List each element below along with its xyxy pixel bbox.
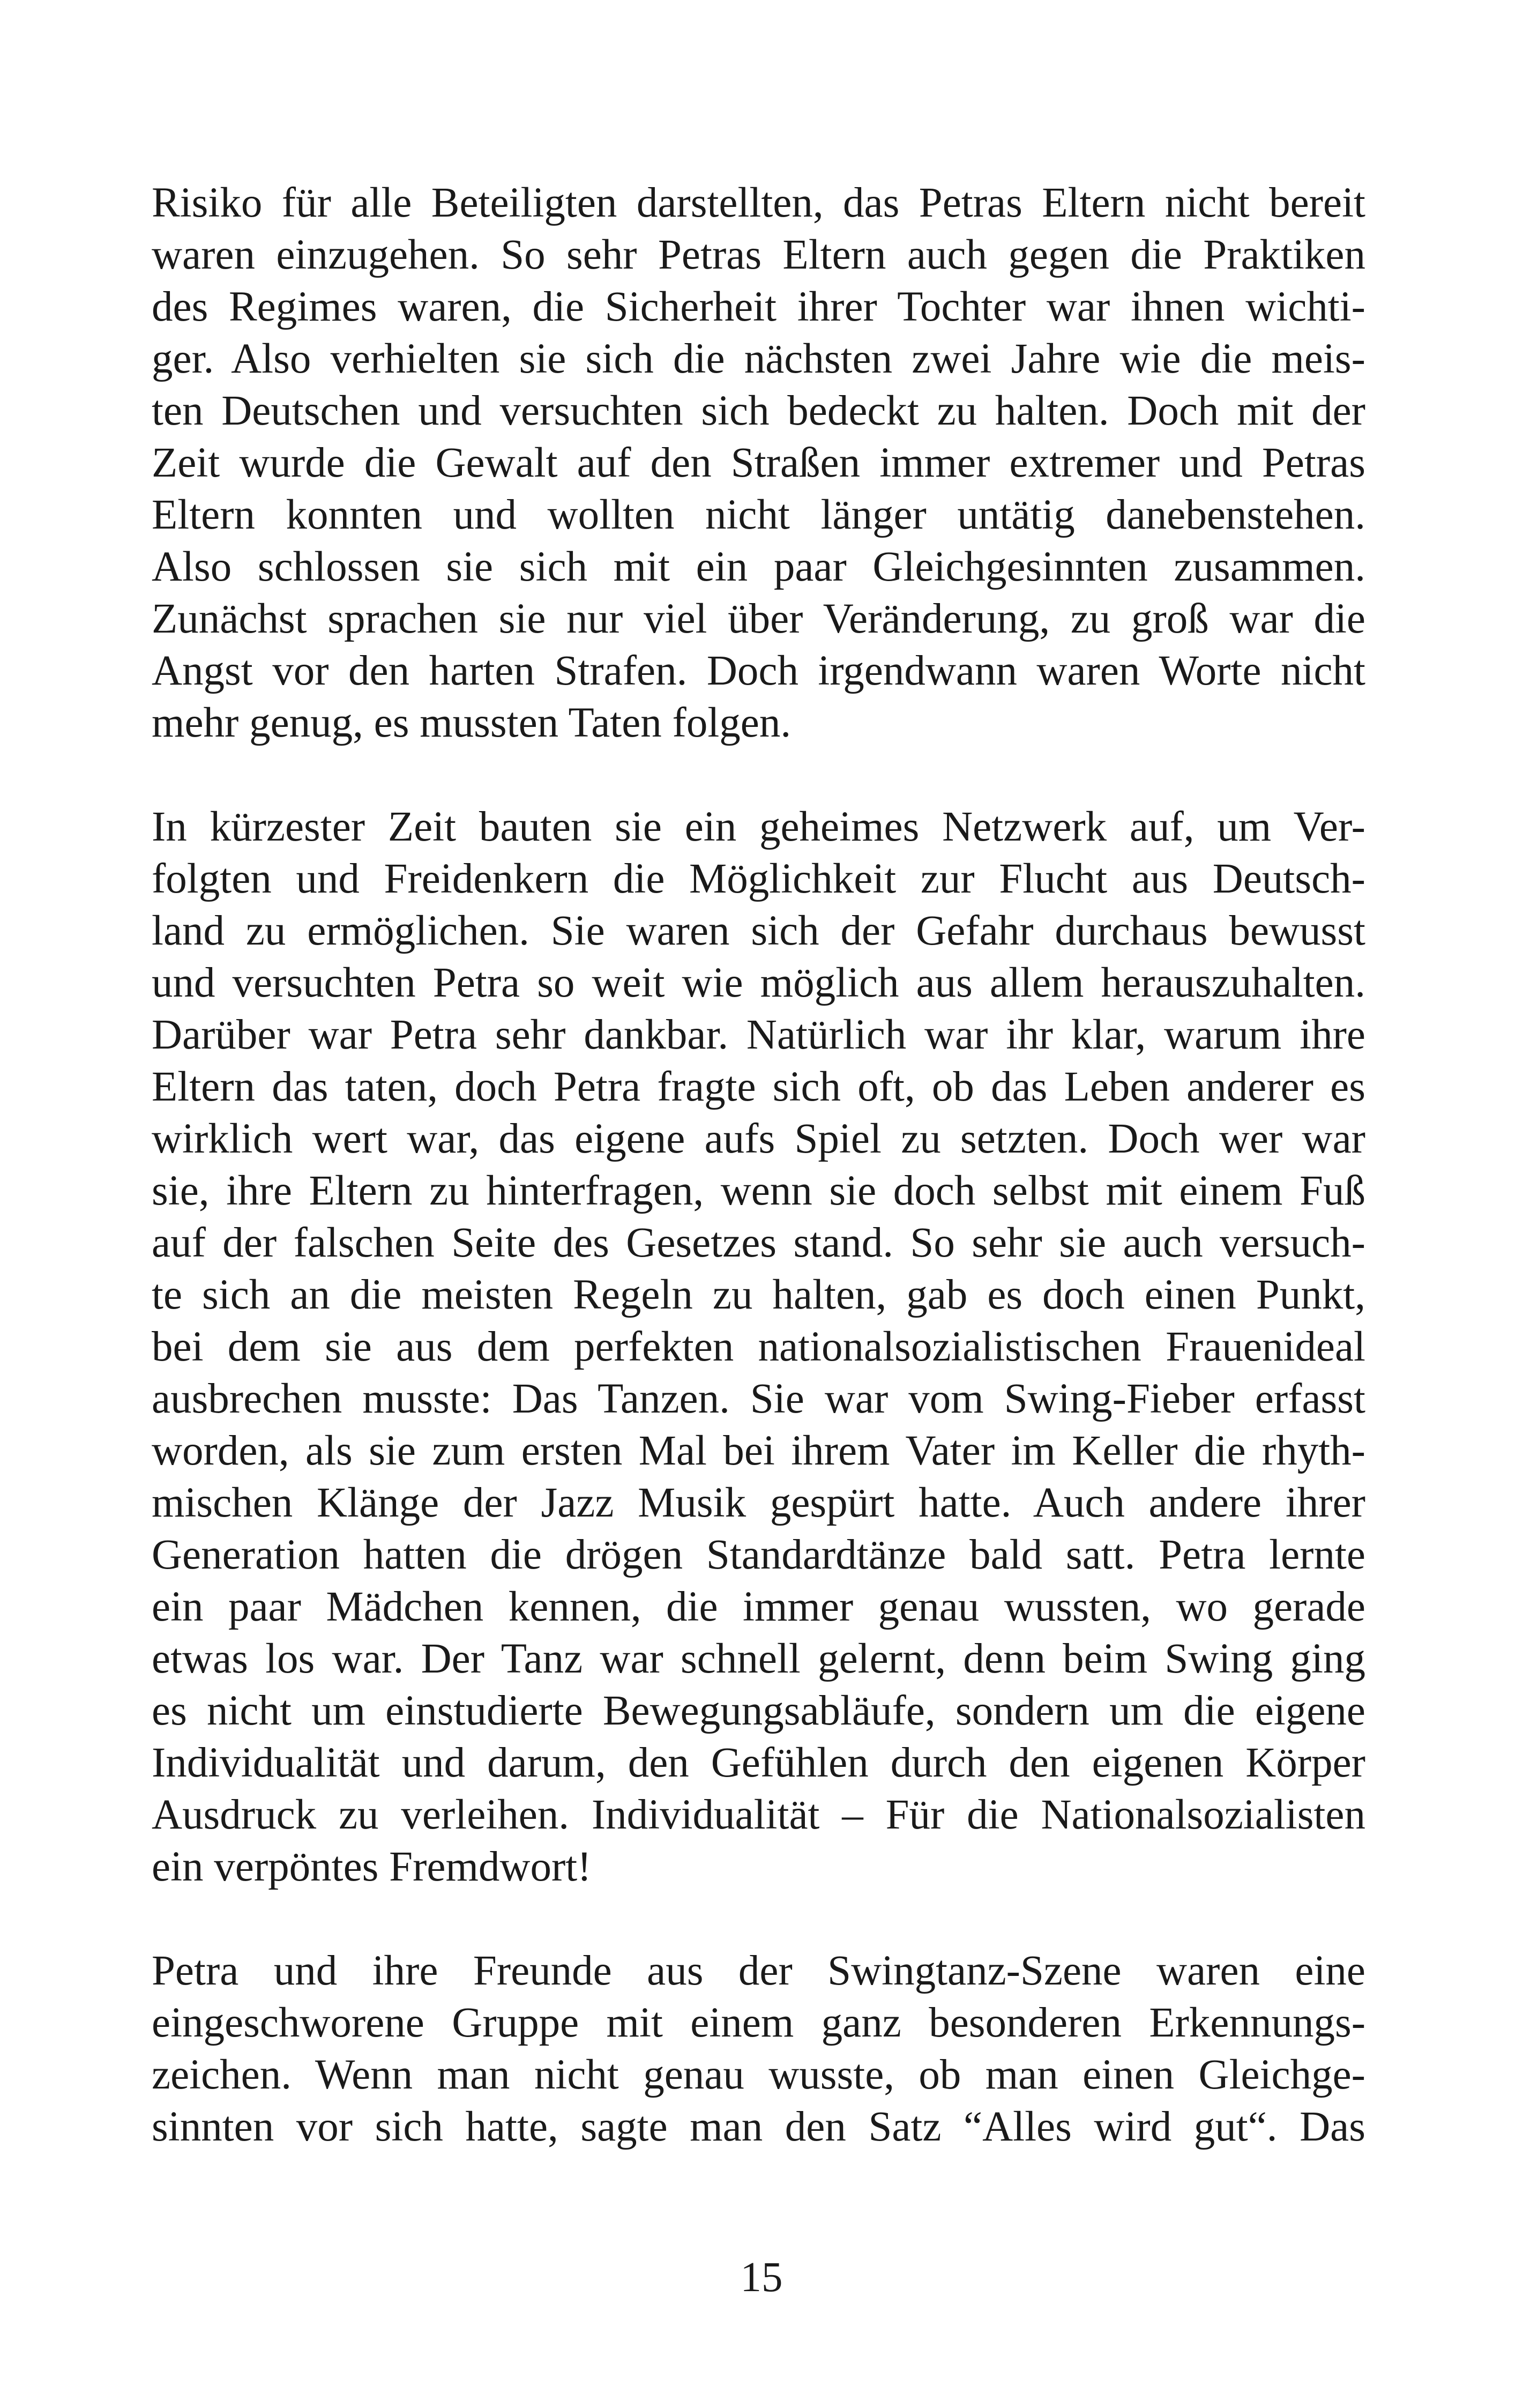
text-line: ein paar Mädchen kennen, die immer genau wussten, wo gerade: [152, 1584, 1365, 1630]
text-line: te sich an die meisten Regeln zu halten, gab es doch einen Punkt,: [152, 1272, 1365, 1318]
text-line: Ausdruck zu verleihen. Individualität – Für die Nationalsozialisten: [152, 1792, 1365, 1838]
text-line: zeichen. Wenn man nicht genau wusste, ob man einen Gleichge-: [152, 2052, 1365, 2098]
text-line: etwas los war. Der Tanz war schnell gelernt, denn beim Swing ging: [152, 1636, 1365, 1682]
paragraph: [152, 1945, 1365, 2153]
text-line: es nicht um einstudierte Bewegungsabläufe, sondern um die eigene: [152, 1688, 1365, 1734]
paragraph-spacer: [152, 749, 1365, 801]
text-line: ein verpöntes Fremdwort!: [152, 1844, 592, 1890]
text-line: ger. Also verhielten sie sich die nächsten zwei Jahre wie die meis-: [152, 336, 1365, 382]
text-line: Generation hatten die drögen Standardtänze bald satt. Petra lernte: [152, 1532, 1365, 1578]
text-line: Zeit wurde die Gewalt auf den Straßen immer extremer und Petras: [152, 440, 1365, 486]
text-line: ten Deutschen und versuchten sich bedeckt zu halten. Doch mit der: [152, 388, 1365, 434]
text-line: Individualität und darum, den Gefühlen durch den eigenen Körper: [152, 1740, 1365, 1786]
paragraph: [152, 801, 1365, 1893]
text-line: Angst vor den harten Strafen. Doch irgendwann waren Worte nicht: [152, 648, 1365, 694]
text-line: und versuchten Petra so weit wie möglich aus allem herauszuhalten.: [152, 960, 1365, 1006]
text-line: auf der falschen Seite des Gesetzes stand. So sehr sie auch versuch-: [152, 1220, 1365, 1266]
text-line: Darüber war Petra sehr dankbar. Natürlich war ihr klar, warum ihre: [152, 1012, 1365, 1058]
text-line: worden, als sie zum ersten Mal bei ihrem Vater im Keller die rhyth-: [152, 1428, 1365, 1474]
text-line: Also schlossen sie sich mit ein paar Gleichgesinnten zusammen.: [152, 544, 1365, 590]
text-line: sie, ihre Eltern zu hinterfragen, wenn sie doch selbst mit einem Fuß: [152, 1168, 1365, 1214]
page-number: 15: [740, 2254, 783, 2301]
text-line: wirklich wert war, das eigene aufs Spiel zu setzten. Doch wer war: [152, 1116, 1365, 1162]
text-line: folgten und Freidenkern die Möglichkeit zur Flucht aus Deutsch-: [152, 856, 1365, 902]
text-line: land zu ermöglichen. Sie waren sich der Gefahr durchaus bewusst: [152, 908, 1365, 954]
text-line: Eltern das taten, doch Petra fragte sich oft, ob das Leben anderer es: [152, 1064, 1365, 1110]
page-body: [152, 177, 1365, 2153]
text-line: waren einzugehen. So sehr Petras Eltern auch gegen die Praktiken: [152, 232, 1365, 278]
text-line: Petra und ihre Freunde aus der Swingtanz-Szene waren eine: [152, 1948, 1365, 1994]
text-line: mehr genug, es mussten Taten folgen.: [152, 700, 792, 746]
text-line: bei dem sie aus dem perfekten nationalsozialistischen Frauenideal: [152, 1324, 1365, 1370]
text-line: Zunächst sprachen sie nur viel über Veränderung, zu groß war die: [152, 596, 1365, 642]
text-line: Eltern konnten und wollten nicht länger untätig danebenstehen.: [152, 492, 1365, 538]
text-line: sinnten vor sich hatte, sagte man den Satz “Alles wird gut“. Das: [152, 2104, 1365, 2150]
text-line: mischen Klänge der Jazz Musik gespürt hatte. Auch andere ihrer: [152, 1480, 1365, 1526]
text-line: Risiko für alle Beteiligten darstellten, das Petras Eltern nicht bereit: [152, 180, 1365, 226]
paragraph: [152, 177, 1365, 749]
text-line: des Regimes waren, die Sicherheit ihrer Tochter war ihnen wichti-: [152, 284, 1365, 330]
text-line: ausbrechen musste: Das Tanzen. Sie war vom Swing-Fieber erfasst: [152, 1376, 1365, 1422]
text-line: In kürzester Zeit bauten sie ein geheimes Netzwerk auf, um Ver-: [152, 804, 1365, 850]
text-line: eingeschworene Gruppe mit einem ganz besonderen Erkennungs-: [152, 2000, 1365, 2046]
paragraph-spacer: [152, 1893, 1365, 1945]
